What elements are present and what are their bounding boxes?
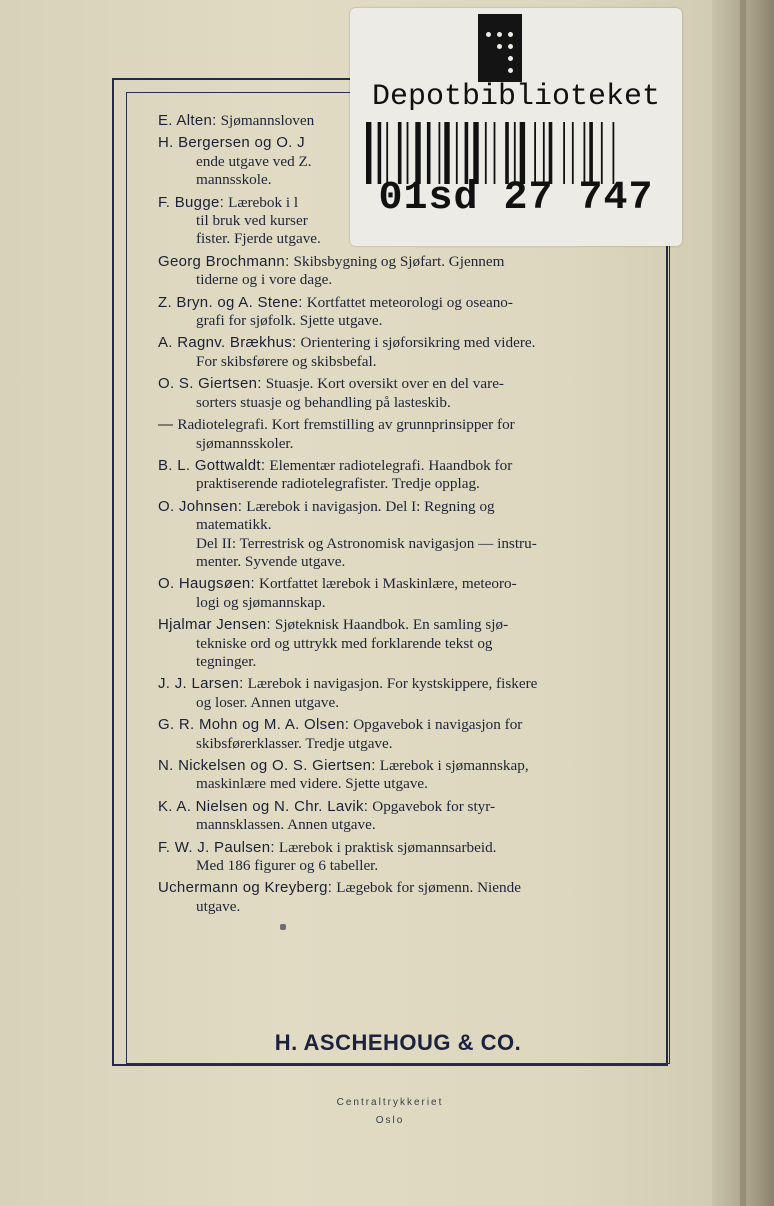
entry-continuation: og loser. Annen utgave. xyxy=(196,693,339,711)
barcode-bar xyxy=(514,122,516,184)
barcode-bar xyxy=(473,122,478,184)
entry-title: Lærebok i sjømannskap, xyxy=(379,757,529,774)
barcode-bar xyxy=(601,122,603,184)
entry-title: Orientering i sjøforsikring med videre. xyxy=(300,334,536,352)
entry-author: F. W. J. Paulsen: xyxy=(158,838,275,856)
entry-continuation: sorters stuasje og behandling på lasteskib. xyxy=(196,393,451,411)
entry-title: Lærebok i praktisk sjømannsarbeid. xyxy=(278,838,497,856)
barcode-bar xyxy=(456,122,458,184)
printer-imprint xyxy=(300,1094,480,1130)
library-label xyxy=(350,8,682,246)
barcode-bar xyxy=(543,122,545,184)
barcode-bar xyxy=(386,122,388,184)
entry-continuation: grafi for sjøfolk. Sjette utgave. xyxy=(196,312,383,330)
entry-continuation: skibsførerklasser. Tredje utgave. xyxy=(196,734,393,752)
entry-continuation: tekniske ord og uttrykk med forklarende tekst og xyxy=(196,634,493,652)
entry-continuation: ende utgave ved Z. xyxy=(196,152,312,170)
book-entry xyxy=(158,839,634,876)
barcode-bar xyxy=(613,122,615,184)
entry-title: Radiotelegrafi. Kort fremstilling av grunnprinsipper for xyxy=(177,416,515,434)
book-entry xyxy=(158,253,634,290)
entry-title: Opgavebok for styr- xyxy=(372,797,496,815)
entry-title: Lægebok for sjømenn. Niende xyxy=(336,879,521,897)
entry-author: J. J. Larsen: xyxy=(158,675,244,693)
entry-continuation: matematikk. xyxy=(196,516,272,534)
printer-city: Oslo xyxy=(375,1115,405,1126)
barcode-bar xyxy=(485,122,487,184)
barcode-bar xyxy=(494,122,496,184)
shelf-code: 01sd 27 747 xyxy=(378,176,654,221)
entry-continuation: Del II: Terrestrisk og Astronomisk navigasjon — instru- xyxy=(196,534,537,552)
barcode-bar xyxy=(572,122,574,184)
barcode-bar xyxy=(427,122,431,184)
ink-smudge xyxy=(280,924,286,930)
entry-continuation: tiderne og i vore dage. xyxy=(196,271,333,289)
barcode-bar xyxy=(378,122,382,184)
book-entry xyxy=(158,457,634,494)
printer-name: Centraltrykkeriet xyxy=(336,1097,444,1108)
entry-author: F. Bugge: xyxy=(158,193,225,211)
entry-title: Sjømannsloven xyxy=(220,112,315,129)
book-entry xyxy=(158,675,634,712)
barcode-bar xyxy=(439,122,441,184)
entry-author: N. Nickelsen og O. S. Giertsen: xyxy=(158,757,376,774)
entry-author: O. Johnsen: xyxy=(158,497,243,515)
spine-edge xyxy=(740,0,746,1206)
publisher-name: H. ASCHEHOUG & CO. xyxy=(274,1030,522,1055)
barcode-bar xyxy=(534,122,536,184)
barcode-bar xyxy=(520,122,525,184)
barcode-bar xyxy=(584,122,586,184)
book-entry xyxy=(158,498,634,572)
entry-author: B. L. Gottwaldt: xyxy=(158,456,266,474)
book-entry xyxy=(158,375,634,412)
entry-continuation: tegninger. xyxy=(196,652,257,670)
entry-continuation: menter. Syvende utgave. xyxy=(196,552,346,570)
entry-author: A. Ragnv. Brækhus: xyxy=(158,334,297,352)
book-entry xyxy=(158,334,634,371)
entry-continuation: mannsklassen. Annen utgave. xyxy=(196,816,376,834)
barcode-bar xyxy=(549,122,553,184)
entry-author: Hjalmar Jensen: xyxy=(158,616,271,634)
entry-title: Lærebok i navigasjon. For kystskippere, fiskere xyxy=(247,675,538,693)
entry-author: O. S. Giertsen: xyxy=(158,375,262,393)
barcode-bar xyxy=(465,122,469,184)
entry-title: Kortfattet meteorologi og oseano- xyxy=(306,293,513,311)
entry-author: Z. Bryn. og A. Stene: xyxy=(158,293,303,311)
entry-title: Sjøteknisk Haandbok. En samling sjø- xyxy=(274,616,509,634)
book-entry xyxy=(158,757,634,794)
book-entry xyxy=(158,879,634,916)
book-entry xyxy=(158,798,634,835)
entry-title: Skibsbygning og Sjøfart. Gjennem xyxy=(293,252,505,270)
barcode-bar xyxy=(563,122,565,184)
book-entry xyxy=(158,416,634,453)
barcode xyxy=(366,122,666,184)
barcode-bar xyxy=(589,122,593,184)
barcode-bar xyxy=(415,122,420,184)
entry-author: — xyxy=(158,416,174,434)
barcode-bar xyxy=(444,122,449,184)
entry-title: Stuasje. Kort oversikt over en del vare- xyxy=(265,375,504,393)
entry-author: H. Bergersen og O. J xyxy=(158,134,305,152)
book-entry xyxy=(158,616,634,671)
entry-author: K. A. Nielsen og N. Chr. Lavik: xyxy=(158,797,369,815)
barcode-bar xyxy=(366,122,371,184)
entry-title: Kortfattet lærebok i Maskinlære, meteoro- xyxy=(258,575,517,593)
book-entry xyxy=(158,294,634,331)
entry-author: Georg Brochmann: xyxy=(158,252,290,270)
barcode-bar xyxy=(505,122,509,184)
entry-continuation: fister. Fjerde utgave. xyxy=(196,230,321,248)
entry-title: Opgavebok i navigasjon for xyxy=(353,716,523,734)
entry-continuation: Med 186 figurer og 6 tabeller. xyxy=(196,857,379,875)
book-entry xyxy=(158,716,634,753)
entry-continuation: mannsskole. xyxy=(196,171,272,189)
entry-title: Elementær radiotelegrafi. Haandbok for xyxy=(269,456,513,474)
library-logo-icon xyxy=(478,14,522,82)
entry-continuation: maskinlære med videre. Sjette utgave. xyxy=(196,775,428,793)
entry-continuation: til bruk ved kurser xyxy=(196,212,308,230)
entry-continuation: utgave. xyxy=(196,897,241,915)
entry-author: E. Alten: xyxy=(158,112,217,129)
entry-title: Lærebok i navigasjon. Del I: Regning og xyxy=(246,497,495,515)
entry-author: O. Haugsøen: xyxy=(158,575,255,593)
book-entry xyxy=(158,575,634,612)
entry-author: G. R. Mohn og M. A. Olsen: xyxy=(158,716,350,734)
entry-title: Lærebok i l xyxy=(228,193,299,211)
entry-author: Uchermann og Kreyberg: xyxy=(158,879,333,897)
library-name: Depotbiblioteket xyxy=(371,80,661,114)
barcode-bar xyxy=(398,122,402,184)
entry-continuation: praktiserende radiotelegrafister. Tredje opplag. xyxy=(196,475,480,493)
entry-continuation: sjømannsskoler. xyxy=(196,434,294,452)
barcode-bar xyxy=(407,122,409,184)
entry-continuation: For skibsførere og skibsbefal. xyxy=(196,352,377,370)
entry-continuation: logi og sjømannskap. xyxy=(196,593,326,611)
